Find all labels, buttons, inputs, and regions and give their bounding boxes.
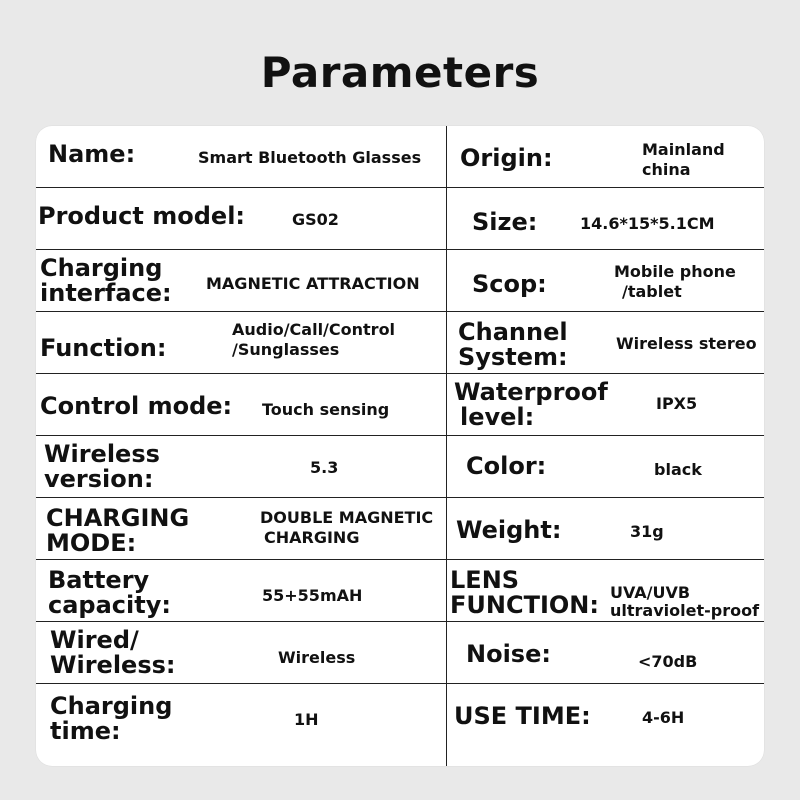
label-weight: Weight: bbox=[456, 516, 562, 544]
label-function: Function: bbox=[40, 334, 167, 362]
table-row bbox=[36, 250, 764, 312]
label-size: Size: bbox=[472, 208, 538, 236]
label-wireless-version: Wireless version: bbox=[44, 440, 160, 494]
label-color: Color: bbox=[466, 452, 547, 480]
value-charging-time: 1H bbox=[294, 710, 319, 729]
value-control-mode: Touch sensing bbox=[262, 400, 390, 419]
label-battery-capacity: Battery capacity: bbox=[48, 566, 171, 620]
table-row bbox=[36, 312, 764, 374]
value-wired-wireless: Wireless bbox=[278, 648, 356, 667]
value-wireless-version: 5.3 bbox=[310, 458, 339, 477]
value-scop: Mobile phone /tablet bbox=[614, 262, 736, 301]
value-color: black bbox=[654, 460, 702, 479]
table-row bbox=[36, 126, 764, 188]
value-name: Smart Bluetooth Glasses bbox=[198, 148, 422, 167]
table-row bbox=[36, 188, 764, 250]
label-waterproof-level: Waterproof level: bbox=[454, 378, 608, 432]
value-weight: 31g bbox=[630, 522, 664, 541]
value-battery-capacity: 55+55mAH bbox=[262, 586, 363, 605]
table-row bbox=[36, 622, 764, 684]
page-title: Parameters bbox=[260, 48, 540, 97]
label-scop: Scop: bbox=[472, 270, 547, 298]
value-function: Audio/Call/Control /Sunglasses bbox=[232, 320, 396, 359]
table-row bbox=[36, 436, 764, 498]
parameters-table bbox=[36, 126, 764, 766]
table-row bbox=[36, 560, 764, 622]
label-product-model: Product model: bbox=[38, 202, 246, 230]
table-row bbox=[36, 684, 764, 766]
label-charging-interface: Charging interface: bbox=[40, 254, 172, 308]
value-charging-mode: DOUBLE MAGNETIC CHARGING bbox=[260, 508, 434, 547]
value-size: 14.6*15*5.1CM bbox=[580, 214, 715, 233]
label-use-time: USE TIME: bbox=[454, 702, 591, 730]
label-noise: Noise: bbox=[466, 640, 551, 668]
value-noise: <70dB bbox=[638, 652, 698, 671]
label-lens-function: LENS FUNCTION: bbox=[450, 566, 599, 620]
value-use-time: 4-6H bbox=[642, 708, 685, 727]
value-charging-interface: MAGNETIC ATTRACTION bbox=[206, 274, 420, 293]
label-name: Name: bbox=[48, 140, 136, 168]
value-origin: Mainland china bbox=[642, 140, 725, 179]
label-channel-system: Channel System: bbox=[458, 318, 568, 372]
table-row bbox=[36, 498, 764, 560]
value-channel-system: Wireless stereo bbox=[616, 334, 757, 353]
label-wired-wireless: Wired/ Wireless: bbox=[50, 626, 176, 680]
label-charging-mode: CHARGING MODE: bbox=[46, 504, 190, 558]
table-row bbox=[36, 374, 764, 436]
value-lens-function: UVA/UVB ultraviolet-proof bbox=[610, 583, 760, 621]
label-control-mode: Control mode: bbox=[40, 392, 233, 420]
value-waterproof-level: IPX5 bbox=[656, 394, 698, 413]
label-charging-time: Charging time: bbox=[50, 692, 173, 746]
label-origin: Origin: bbox=[460, 144, 553, 172]
value-product-model: GS02 bbox=[292, 210, 339, 229]
